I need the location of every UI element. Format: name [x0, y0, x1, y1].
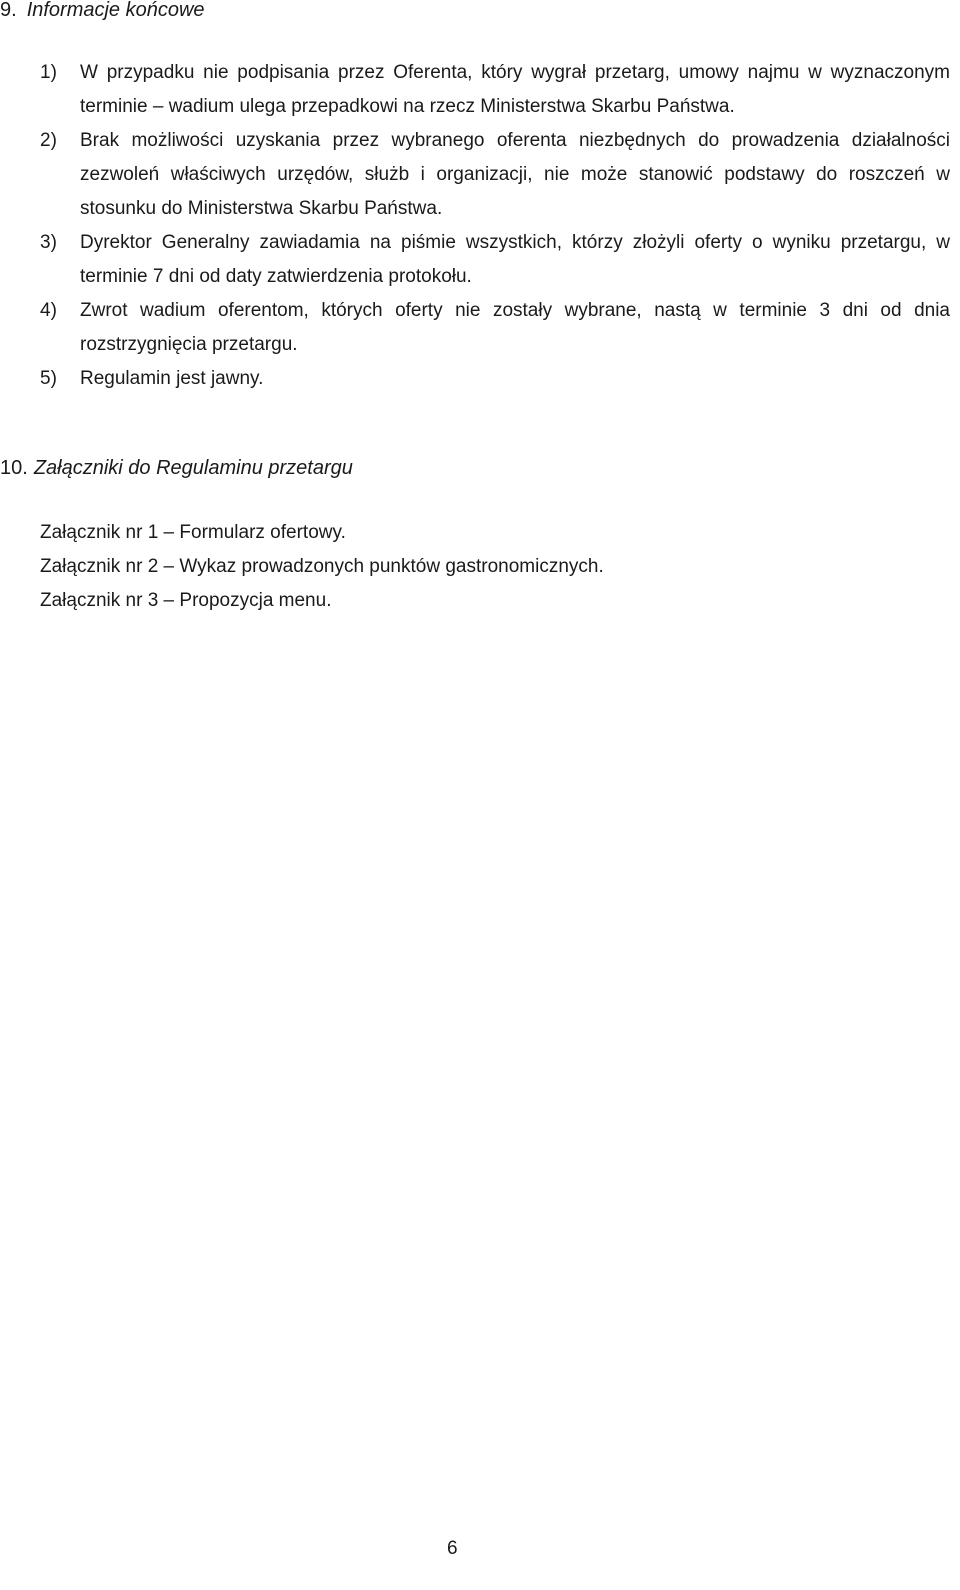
list-item-4-marker: 4)	[40, 300, 57, 321]
list-item-2-marker: 2)	[40, 130, 57, 151]
list-item-5-marker: 5)	[40, 368, 57, 389]
annex-list	[40, 516, 604, 618]
list-item-1-text: W przypadku nie podpisania przez Oferenta, który wygrał przetarg, umowy najmu w wyznaczonym terminie – wadium ulega przepadkowi na rzecz Ministerstwa Skarbu Państwa.	[80, 62, 950, 117]
list-item-1	[40, 56, 950, 124]
list-item-3-text: Dyrektor Generalny zawiadamia na piśmie wszystkich, którzy złożyli oferty o wyniku przetargu, w terminie 7 dni od daty zatwierdzenia protokołu.	[80, 232, 950, 287]
list-item-4-text: Zwrot wadium oferentom, których oferty nie zostały wybrane, nastą w terminie 3 dni od dnia rozstrzygnięcia przetargu.	[80, 300, 950, 355]
list-item-5-text: Regulamin jest jawny.	[80, 368, 264, 389]
section-9-heading	[0, 0, 205, 22]
page-number: 6	[447, 1538, 458, 1559]
section-10-number: 10.	[0, 457, 28, 479]
list-item-2	[40, 124, 950, 226]
section-9-list	[40, 56, 950, 396]
annex-item-2: Załącznik nr 2 – Wykaz prowadzonych punktów gastronomicznych.	[40, 556, 604, 577]
section-10-title: Załączniki do Regulaminu przetargu	[33, 457, 353, 479]
annex-item-3: Załącznik nr 3 – Propozycja menu.	[40, 590, 332, 611]
list-item-3-marker: 3)	[40, 232, 57, 253]
section-10-heading	[0, 456, 353, 480]
list-item-5	[40, 362, 950, 396]
list-item-2-text: Brak możliwości uzyskania przez wybranego oferenta niezbędnych do prowadzenia działalności zezwoleń właściwych urzędów, służb i organizacji, nie może stanowić podstawy do roszczeń w stosunku do Ministerstwa Skarbu Państwa.	[80, 130, 950, 219]
list-item-1-marker: 1)	[40, 62, 57, 83]
list-item-4	[40, 294, 950, 362]
section-9-title: Informacje końcowe	[26, 0, 205, 21]
section-9-number: 9.	[0, 0, 17, 21]
list-item-3	[40, 226, 950, 294]
annex-item-1: Załącznik nr 1 – Formularz ofertowy.	[40, 522, 346, 543]
